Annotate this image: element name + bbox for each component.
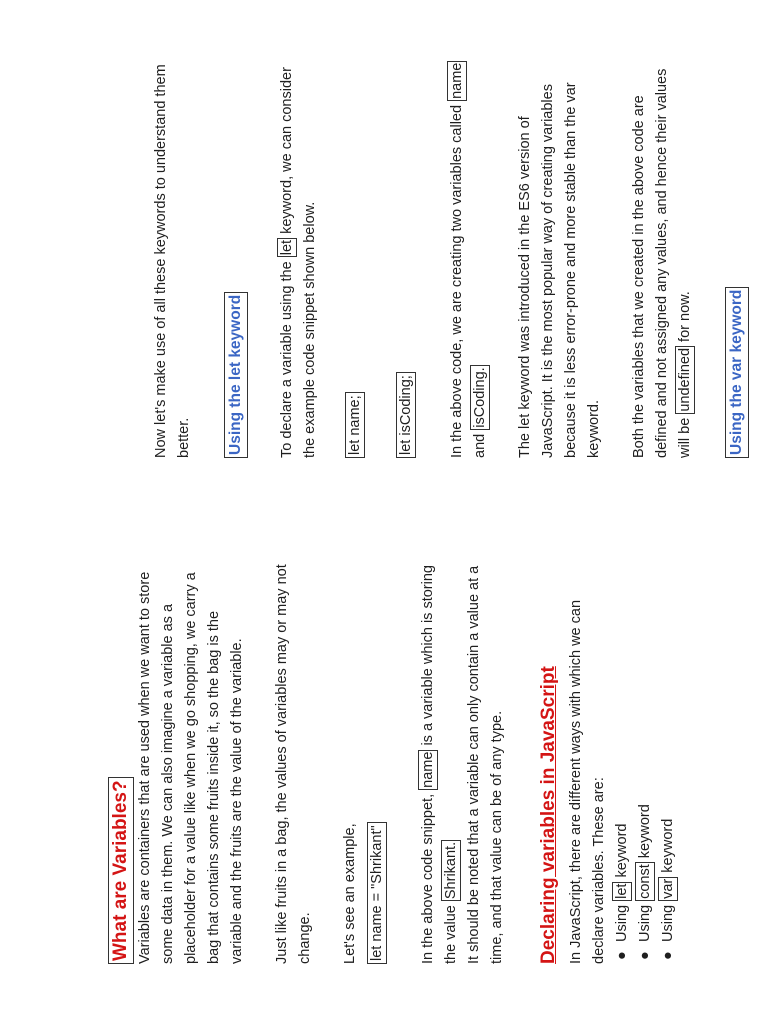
es6-paragraph: The let keyword was introduced in the ES6 version of JavaScript. It is the most popular way of creating variables because it is less error-prone and more stable than the var keyword. bbox=[517, 82, 602, 458]
ways-intro: In JavaScript, there are different ways with which we can declare variables. These are: bbox=[568, 599, 607, 964]
note-paragraph: It should be noted that a variable can only contain a value at a time, and that value can be of any type. bbox=[466, 565, 505, 964]
snippet-text-a: In the above code snippet, bbox=[420, 789, 436, 964]
created-paragraph bbox=[446, 48, 492, 458]
list-item bbox=[634, 564, 657, 960]
code-block-name: let name = "Shrikant" bbox=[367, 822, 387, 964]
declare-paragraph bbox=[276, 48, 322, 458]
left-column bbox=[108, 564, 680, 964]
code-block-let-iscoding: let isCoding; bbox=[396, 372, 416, 458]
list-item-suffix: keyword bbox=[637, 804, 653, 863]
change-paragraph: Just like fruits in a bag, the values of variables may or may not change. bbox=[274, 564, 313, 964]
list-item-suffix: keyword bbox=[614, 823, 630, 882]
heading-var-text: Using the var keyword bbox=[725, 287, 749, 458]
intro-paragraph: Variables are containers that are used when we want to store some data in them. We can also imagine a variable as a placeholder for a value like when we go shopping, we carry a bag that contains some fruits inside it, so the bag is the variable and the fruits are the value of the variable. bbox=[137, 571, 245, 964]
bullet-icon: ● bbox=[614, 951, 630, 960]
section-heading-var bbox=[725, 287, 749, 458]
code-block-let-name: let name; bbox=[345, 392, 365, 458]
right-column bbox=[150, 48, 749, 458]
list-item-prefix: Using bbox=[660, 900, 676, 942]
keywords-intro: Now let's make use of all these keywords to understand them better. bbox=[153, 64, 192, 458]
snippet-explanation bbox=[417, 564, 463, 964]
inline-code-name: name bbox=[420, 751, 436, 788]
list-item-prefix: Using bbox=[614, 900, 630, 942]
declare-text-b: keyword, we can consider the example code snippet shown below. bbox=[279, 67, 318, 458]
inline-code-iscoding: isCoding. bbox=[472, 367, 488, 428]
list-item-prefix: Using bbox=[637, 900, 653, 942]
inline-code-value: Shrikant. bbox=[443, 841, 459, 900]
list-item bbox=[611, 564, 634, 960]
title-text: What are Variables? bbox=[108, 777, 134, 964]
undefined-paragraph bbox=[628, 48, 697, 458]
inline-code-let: let bbox=[279, 239, 295, 256]
inline-code-name: name bbox=[449, 62, 465, 99]
inline-code-keyword: var bbox=[660, 878, 676, 899]
section-heading-declaring: Declaring variables in JavaScript bbox=[538, 666, 559, 964]
inline-code-undefined: undefined bbox=[677, 347, 693, 412]
page-title bbox=[108, 564, 134, 964]
heading-let-text: Using the let keyword bbox=[224, 292, 248, 458]
snippet-text-b: is a variable which is storing the value bbox=[420, 565, 459, 964]
inline-code-keyword: const bbox=[637, 864, 653, 899]
declare-text-a: To declare a variable using the bbox=[279, 257, 295, 458]
inline-code-keyword: let bbox=[614, 883, 630, 899]
example-intro: Let's see an example, bbox=[342, 823, 358, 964]
undefined-text-b: for now. bbox=[677, 291, 693, 346]
created-text-a: In the above code, we are creating two variables called bbox=[449, 100, 465, 458]
list-item bbox=[657, 564, 680, 960]
section-heading-let bbox=[224, 292, 248, 458]
list-item-suffix: keyword bbox=[660, 818, 676, 877]
undefined-text-a: Both the variables that we created in the above code are defined and not assigned any values, and hence their values will be bbox=[631, 68, 693, 458]
bullet-icon: ● bbox=[660, 951, 676, 960]
bullet-icon: ● bbox=[637, 951, 653, 960]
created-text-and: and bbox=[472, 429, 488, 458]
keyword-list bbox=[611, 564, 680, 964]
